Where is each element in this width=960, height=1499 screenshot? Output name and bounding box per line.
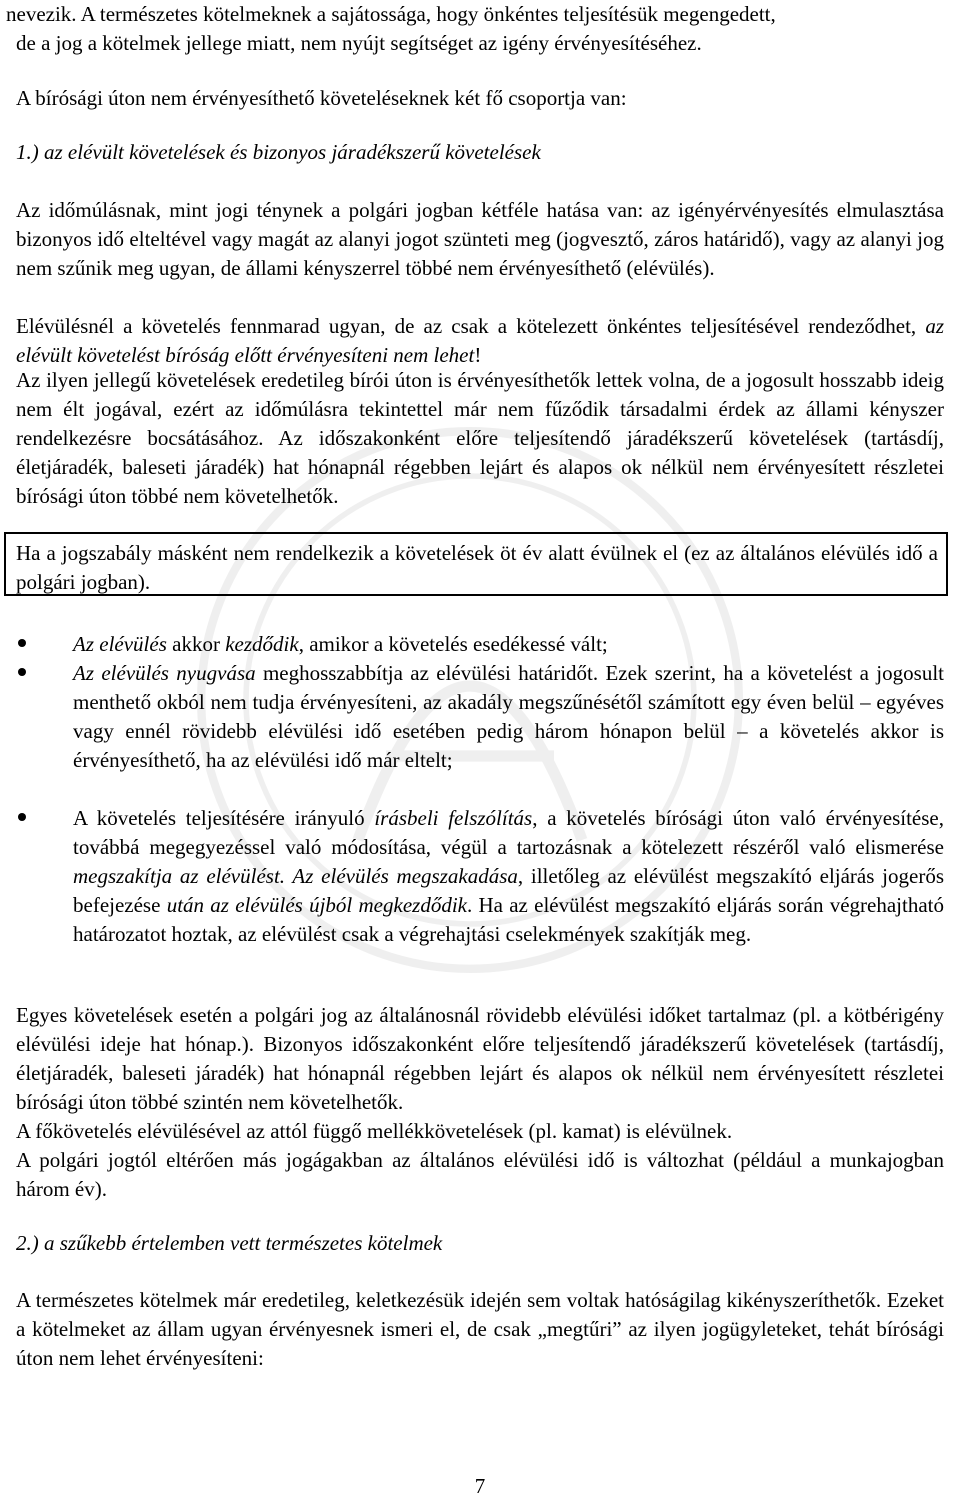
bullet-dot-2 — [18, 668, 26, 676]
b3-it2: megszakítja az elévülést. Az elévülés megszakadása — [73, 864, 518, 888]
intro-line-3: A bírósági úton nem érvényesíthető követeléseknek két fő csoportja van: — [16, 86, 627, 110]
bullet-item-1 — [73, 630, 944, 659]
b2-it1: Az elévülés nyugvása — [73, 661, 256, 685]
general-limitation-box — [4, 532, 948, 596]
intro-line-1: nevezik. A természetes kötelmeknek a sajátossága, hogy önkéntes teljesítésük megengedett, — [6, 2, 776, 26]
page-number: 7 — [474, 1474, 486, 1498]
bullet-item-3 — [73, 804, 944, 949]
section-1-paragraph-6: A polgári jogtól eltérően más jogágakban az általános elévülési idő is változhat (például a munkajogban három év). — [16, 1148, 944, 1201]
b3-it3: után az elévülés újból megkezdődik — [166, 893, 467, 917]
b1-it1: Az elévülés — [73, 632, 167, 656]
bullet-item-2 — [73, 659, 944, 775]
b3-t3: , illetőleg az elévülést megszakító eljárás jogerős befejezése — [73, 864, 944, 917]
section-1-paragraph-4: Egyes követelések esetén a polgári jog az általánosnál rövidebb elévülési időket tartalmaz (pl. a kötbérigény elévülési ideje hat hónap.). Bizonyos időszakonként előre teljesítendő járadékszerű követelések (tartásdíj, életjáradék, baleseti járadék) hat hónapnál régebben lejárt és alapos ok nélkül nem érvényesített részletei bírósági úton többé szintén nem követelhetők. — [16, 1003, 944, 1114]
section-1-paragraph-1: Az időmúlásnak, mint jogi ténynek a polgári jogban kétféle hatása van: az igényérvényesítés elmulasztása bizonyos idő elteltével vagy magát az alanyi jogot szünteti meg (jogvesztő, záros határidő), vagy az alanyi jog nem szűnik meg ugyan, de állami kényszerrel többé nem érvényesíthető (elévülés). — [16, 198, 944, 280]
intro-line-2: de a jog a kötelmek jellege miatt, nem nyújt segítséget az igény érvényesítéséhez. — [16, 31, 702, 55]
box-text: Ha a jogszabály másként nem rendelkezik a követelések öt év alatt évülnek el (ez az általános elévülés idő a polgári jogban). — [16, 541, 938, 594]
section-2-paragraph-1: A természetes kötelmek már eredetileg, keletkezésük idején sem voltak hatóságilag kikényszeríthetők. Ezeket a kötelmeket az állam ugyan érvényesnek ismeri el, de csak „megtűri” az ilyen jogügyleteket, tehát bírósági úton nem lehet érvényesíteni: — [16, 1288, 944, 1370]
b2-t1: meghosszabbítja az elévülési határidőt. Ezek szerint, ha a követelést a jogosult menthető okból nem tudja érvényesíteni, az akadály megszűnésétől számított egy éven belül – egyéves vagy ennél rövidebb elévülési idő esetében pedig három hónapon belül – a követelés akkor is érvényesíthető, ha az elévülési idő már eltelt; — [73, 661, 944, 772]
b1-t1: akkor — [166, 632, 226, 656]
para2-italic: az elévült követelést bíróság előtt érvényesíteni nem lehet — [16, 314, 944, 367]
section-1-paragraph-3: Az ilyen jellegű követelések eredetileg bírói úton is érvényesíthetők lettek volna, de a jogosult hosszabb ideig nem élt jogával, ezért az időmúlásra tekintettel már nem fűződik társadalmi érdek az állami kényszer rendelkezésre bocsátásához. Az időszakonként előre teljesítendő járadékszerű követelések (tartásdíj, életjáradék, baleseti járadék) hat hónapnál régebben lejárt és alapos ok nélkül nem érvényesített részletei bírósági úton többé nem követelhetők. — [16, 368, 944, 508]
b1-t2: , amikor a követelés esedékessé vált; — [298, 632, 608, 656]
section-2-heading: 2.) a szűkebb értelemben vett természetes kötelmek — [16, 1231, 443, 1255]
para2-plain: Elévülésnél a követelés fennmarad ugyan, de az csak a kötelezett önkéntes teljesítésével rendeződhet, — [16, 314, 926, 338]
section-1-paragraph-2 — [16, 312, 944, 370]
section-1-paragraph-5: A főkövetelés elévülésével az attól függő mellékkövetelések (pl. kamat) is elévülnek. — [16, 1119, 733, 1143]
bullet-dot-1 — [18, 639, 26, 647]
b3-t2: , a követelés bírósági úton való érvényesítése, továbbá megegyezéssel való módosítása, végül a tartozásnak a kötelezett részéről való elismerése — [73, 806, 944, 859]
bullet-dot-3 — [18, 813, 26, 821]
b1-it2: kezdődik — [225, 632, 299, 656]
para2-end: ! — [474, 343, 482, 367]
section-1-heading: 1.) az elévült követelések és bizonyos járadékszerű követelések — [16, 140, 541, 164]
b3-t4: . Ha az elévülést megszakító eljárás során végrehajtható határozatot hoztak, az elévülést csak a végrehajtási cselekmények szakítják meg. — [73, 893, 944, 946]
b3-it1: írásbeli felszólítás — [374, 806, 533, 830]
b3-t1: A követelés teljesítésére irányuló — [73, 806, 375, 830]
